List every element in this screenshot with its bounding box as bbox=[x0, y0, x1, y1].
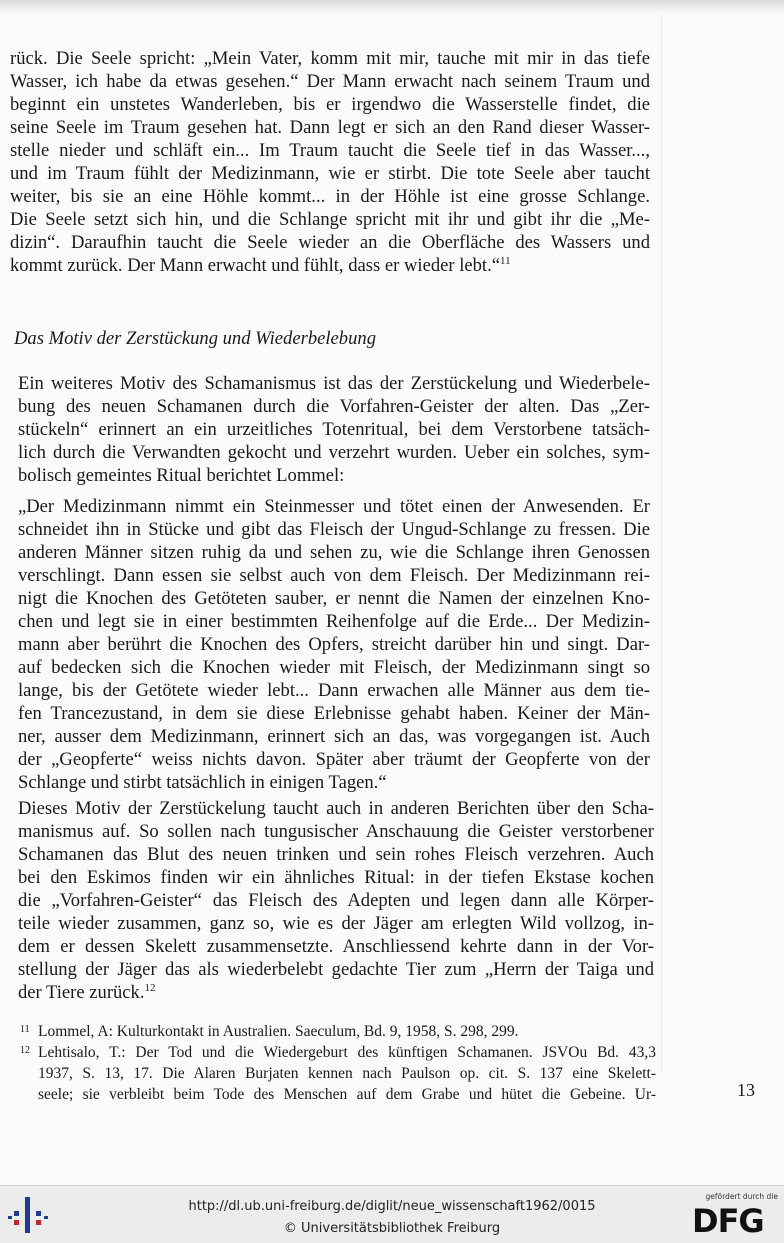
text-line: Schamanen das Blut des neuen trinken und sein rohes Fleisch verzehren. Auch bbox=[18, 844, 654, 865]
footnote-number: 12 bbox=[20, 1045, 30, 1056]
text-line: Wasser, ich habe da etwas gesehen.“ Der Mann erwacht nach seinem Traum und bbox=[10, 71, 650, 92]
text-line: lich durch die Verwandten gekocht und verzehrt wurden. Ueber ein solches, sym- bbox=[18, 442, 650, 463]
text-line: lange, bis der Getötete wieder lebt... Dann erwachen alle Männer aus dem tie- bbox=[18, 680, 650, 701]
text-line: seine Seele im Traum gesehen hat. Dann legt er sich an den Rand dieser Wasser- bbox=[10, 117, 650, 138]
text-line: nigt die Knochen des Getöteten sauber, er nennt die Namen der einzelnen Kno- bbox=[18, 588, 650, 609]
text-line: teile wieder zusammen, ganz so, wie es der Jäger am erlegten Wild vollzog, in- bbox=[18, 913, 654, 934]
dfg-caption: gefördert durch die bbox=[705, 1192, 778, 1201]
scan-top-edge bbox=[0, 0, 784, 14]
text-line bbox=[18, 981, 654, 1004]
text-line-content: der Tiere zurück. bbox=[18, 982, 145, 1003]
text-line bbox=[10, 254, 650, 277]
dfg-wordmark: DFG bbox=[692, 1202, 764, 1240]
text-line: „Der Medizinmann nimmt ein Steinmesser und tötet einen der Anwesenden. Er bbox=[18, 496, 650, 517]
text-line: anderen Männer sitzen ruhig da und sehen zu, wie die Schlange ihren Genossen bbox=[18, 542, 650, 563]
page-number: 13 bbox=[737, 1080, 755, 1100]
text-line: bung des neuen Schamanen durch die Vorfahren-Geister der alten. Das „Zer- bbox=[18, 396, 650, 417]
text-line: chen und legt sie in einer bestimmten Reihenfolge auf die Erde... Der Medizin- bbox=[18, 611, 650, 632]
body-paragraph bbox=[18, 372, 650, 487]
text-line: auf bedecken sich die Knochen wieder mit Fleisch, der Medizinmann singt so bbox=[18, 657, 650, 678]
text-line: mann aber berührt die Knochen des Opfers, streicht darüber hin und singt. Dar- bbox=[18, 634, 650, 655]
text-line: Die Seele setzt sich hin, und die Schlange spricht mit ihr und gibt ihr die „Me- bbox=[10, 209, 650, 230]
text-line: fen Trancezustand, in dem sie diese Erlebnisse gehabt haben. Keiner der Män- bbox=[18, 703, 650, 724]
text-line: rück. Die Seele spricht: „Mein Vater, komm mit mir, tauche mit mir in das tiefe bbox=[10, 48, 650, 69]
text-line-content: kommt zurück. Der Mann erwacht und fühlt, dass er wieder lebt.“ bbox=[10, 255, 500, 276]
footnote-ref[interactable]: 11 bbox=[500, 254, 511, 267]
text-line: dizin“. Daraufhin taucht die Seele wieder an die Oberfläche des Wassers und bbox=[10, 232, 650, 253]
footnote bbox=[20, 1021, 656, 1042]
footnote-line: seele; sie verbleibt beim Tode des Menschen auf dem Grabe und hütet die Gebeine. Ur- bbox=[38, 1086, 656, 1103]
text-line: und im Traum fühlt der Medizinmann, wie er stirbt. Die tote Seele aber taucht bbox=[10, 163, 650, 184]
text-line: schneidet ihn in Stücke und gibt das Fleisch der Ungud-Schlange zu fressen. Die bbox=[18, 519, 650, 540]
text-line: stellung der Jäger das als wiederbelebt gedachte Tier zum „Herrn der Taiga und bbox=[18, 959, 654, 980]
text-line: stückeln“ erinnert an ein urzeitliches Totenritual, bei dem Verstorbene tatsäch- bbox=[18, 419, 650, 440]
text-line: bolisch gemeintes Ritual berichtet Lommel: bbox=[18, 465, 345, 486]
footnotes bbox=[20, 1021, 656, 1105]
footnote-line: Lehtisalo, T.: Der Tod und die Wiedergeburt des künftigen Schamanen. JSVOu Bd. 43,3 bbox=[38, 1044, 656, 1061]
dfg-logo[interactable] bbox=[686, 1192, 778, 1238]
page-edge-shadow bbox=[661, 14, 662, 1074]
text-line: ner, ausser dem Medizinmann, erinnert sich an das, was vorgegangen ist. Auch bbox=[18, 726, 650, 747]
text-line: Dieses Motiv der Zerstückelung taucht auch in anderen Berichten über den Scha- bbox=[18, 798, 654, 819]
text-line: der „Geopferte“ weiss nichts davon. Später aber träumt der Geopferte von der bbox=[18, 749, 650, 770]
footnote bbox=[20, 1042, 656, 1105]
text-line: manismus auf. So sollen nach tungusischer Anschauung die Geister verstorbener bbox=[18, 821, 654, 842]
copyright-notice: © Universitätsbibliothek Freiburg bbox=[283, 1221, 501, 1236]
footnote-line: Lommel, A: Kulturkontakt in Australien. Saeculum, Bd. 9, 1958, S. 298, 299. bbox=[38, 1023, 519, 1040]
permalink-url[interactable]: http://dl.ub.uni-freiburg.de/diglit/neue_wissenschaft1962/0015 bbox=[188, 1199, 596, 1214]
intro-paragraph bbox=[10, 47, 650, 277]
viewer-footer bbox=[0, 1185, 784, 1243]
text-line: verschlingt. Dann essen sie selbst auch von dem Fleisch. Der Medizinmann rei- bbox=[18, 565, 650, 586]
text-line: die „Vorfahren-Geister“ das Fleisch des Adepten und legen dann alle Körper- bbox=[18, 890, 654, 911]
body-paragraph bbox=[18, 797, 654, 1004]
text-line: beginnt ein unstetes Wanderleben, bis er irgendwo die Wasserstelle findet, die bbox=[10, 94, 650, 115]
text-line: stelle nieder und schläft ein... Im Traum taucht die Seele tief in das Wasser..., bbox=[10, 140, 650, 161]
footnote-line: 1937, S. 13, 17. Die Alaren Burjaten kennen nach Paulson op. cit. S. 137 eine Skelett- bbox=[38, 1065, 656, 1082]
text-line: Schlange und stirbt tatsächlich in einigen Tagen.“ bbox=[18, 772, 387, 793]
text-line: bei den Eskimos finden wir ein ähnliches Ritual: in der tiefen Ekstase kochen bbox=[18, 867, 654, 888]
text-line: Ein weiteres Motiv des Schamanismus ist das der Zerstückelung und Wiederbele- bbox=[18, 373, 650, 394]
section-heading: Das Motiv der Zerstückung und Wiederbelebung bbox=[14, 328, 376, 349]
footnote-ref[interactable]: 12 bbox=[144, 981, 156, 994]
quotation-paragraph bbox=[18, 495, 650, 794]
text-line: dem er dessen Skelett zusammensetzte. Anschliessend kehrte dann in der Vor- bbox=[18, 936, 654, 957]
text-line: weiter, bis sie an eine Höhle kommt... in der Höhle ist eine grosse Schlange. bbox=[10, 186, 650, 207]
footnote-number: 11 bbox=[20, 1024, 30, 1035]
